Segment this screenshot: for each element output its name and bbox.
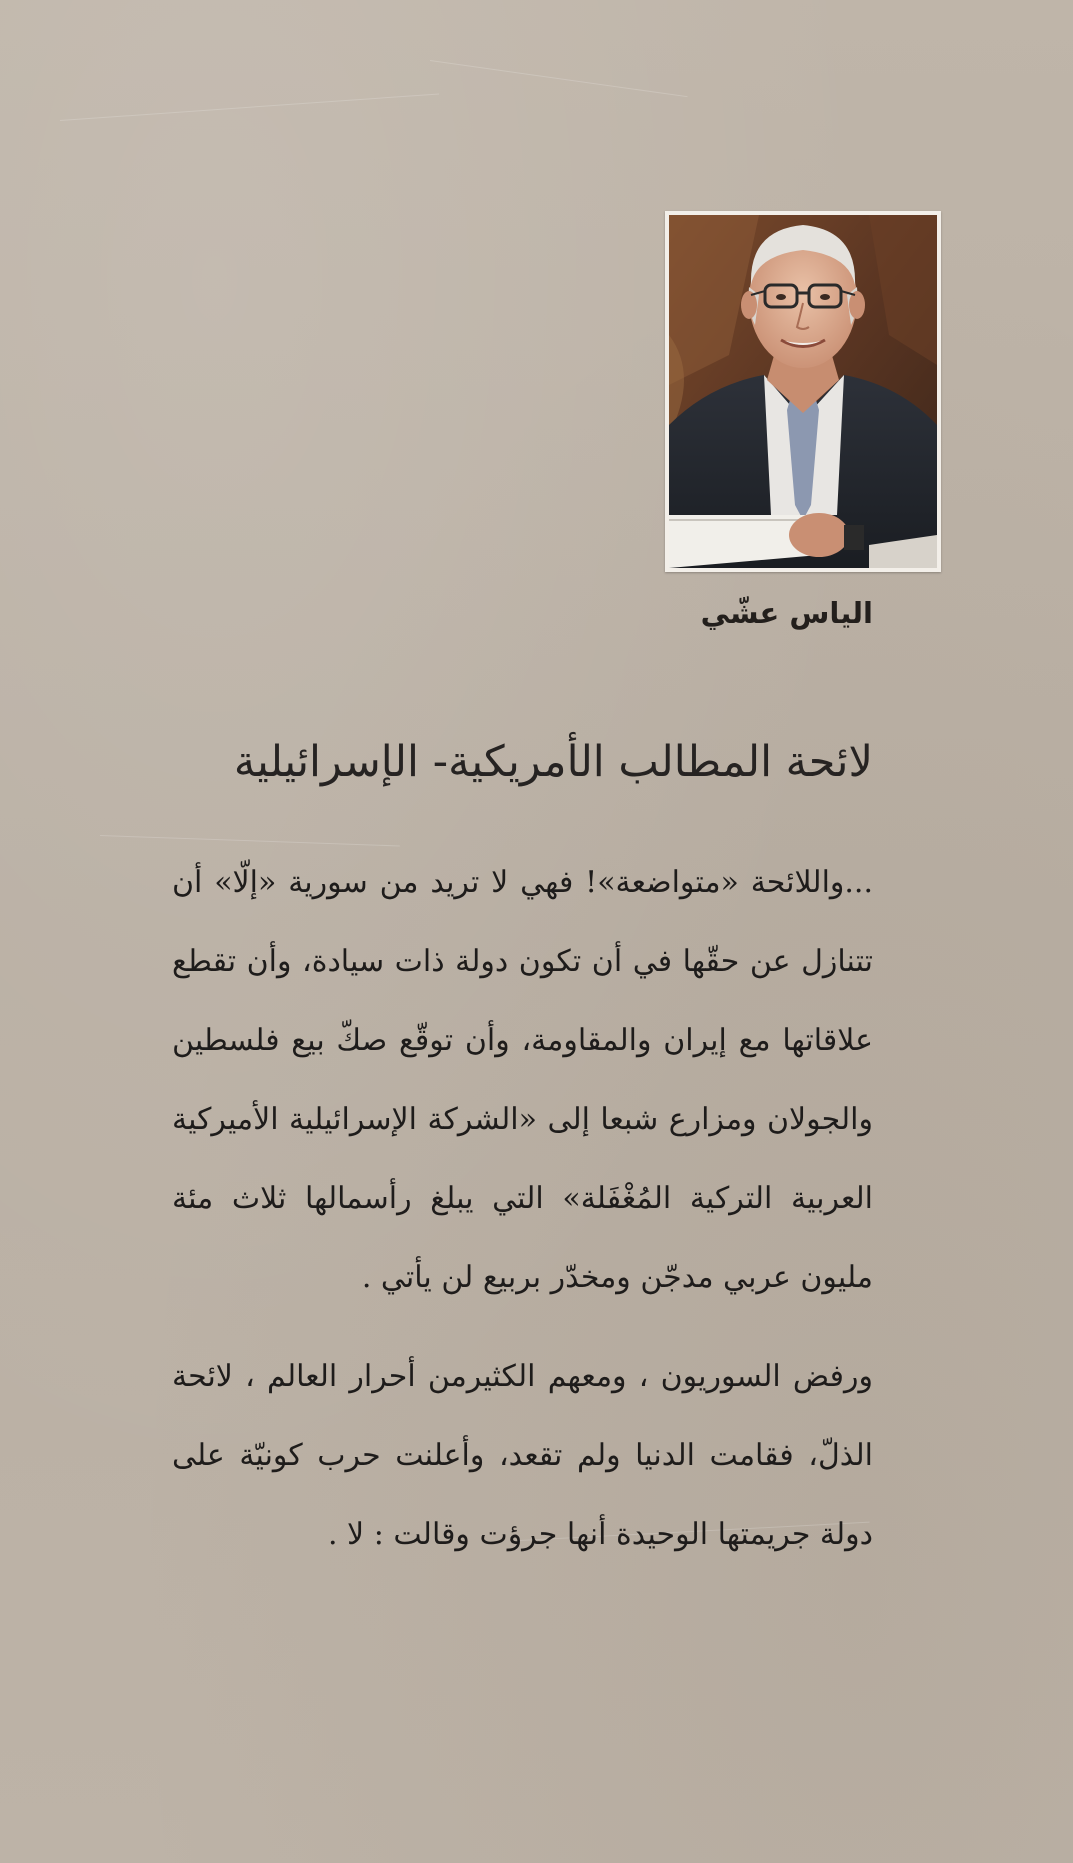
author-photo [665, 211, 941, 572]
blurb-paragraph-2: ورفض السوريون ، ومعهم الكثيرمن أحرار العالم ، لائحة الذلّ، فقامت الدنيا ولم تقعد، وأعلنت حرب كونيّة على دولة جريمتها الوحيدة أنها جرؤت وقالت : لا . [172, 1359, 873, 1552]
author-name: الياس عشّي [700, 596, 873, 630]
author-portrait-image [669, 215, 937, 568]
book-title: لائحة المطالب الأمريكية- الإسرائيلية [233, 737, 873, 787]
blurb-paragraph-1: ...واللائحة «متواضعة»! فهي لا تريد من سورية «إلّا» أن تتنازل عن حقّها في أن تكون دولة ذات سيادة، وأن تقطع علاقاتها مع إيران والمقاومة، وأن توقّع صكّ بيع فلسطين والجولان ومزارع شبعا إلى «الشركة الإسرائيلية الأميركية العربية التركية المُغْفَلة» التي يبلغ رأسمالها ثلاث مئة مليون عربي مدجّن ومخدّر بربيع لن يأتي . [172, 865, 873, 1295]
